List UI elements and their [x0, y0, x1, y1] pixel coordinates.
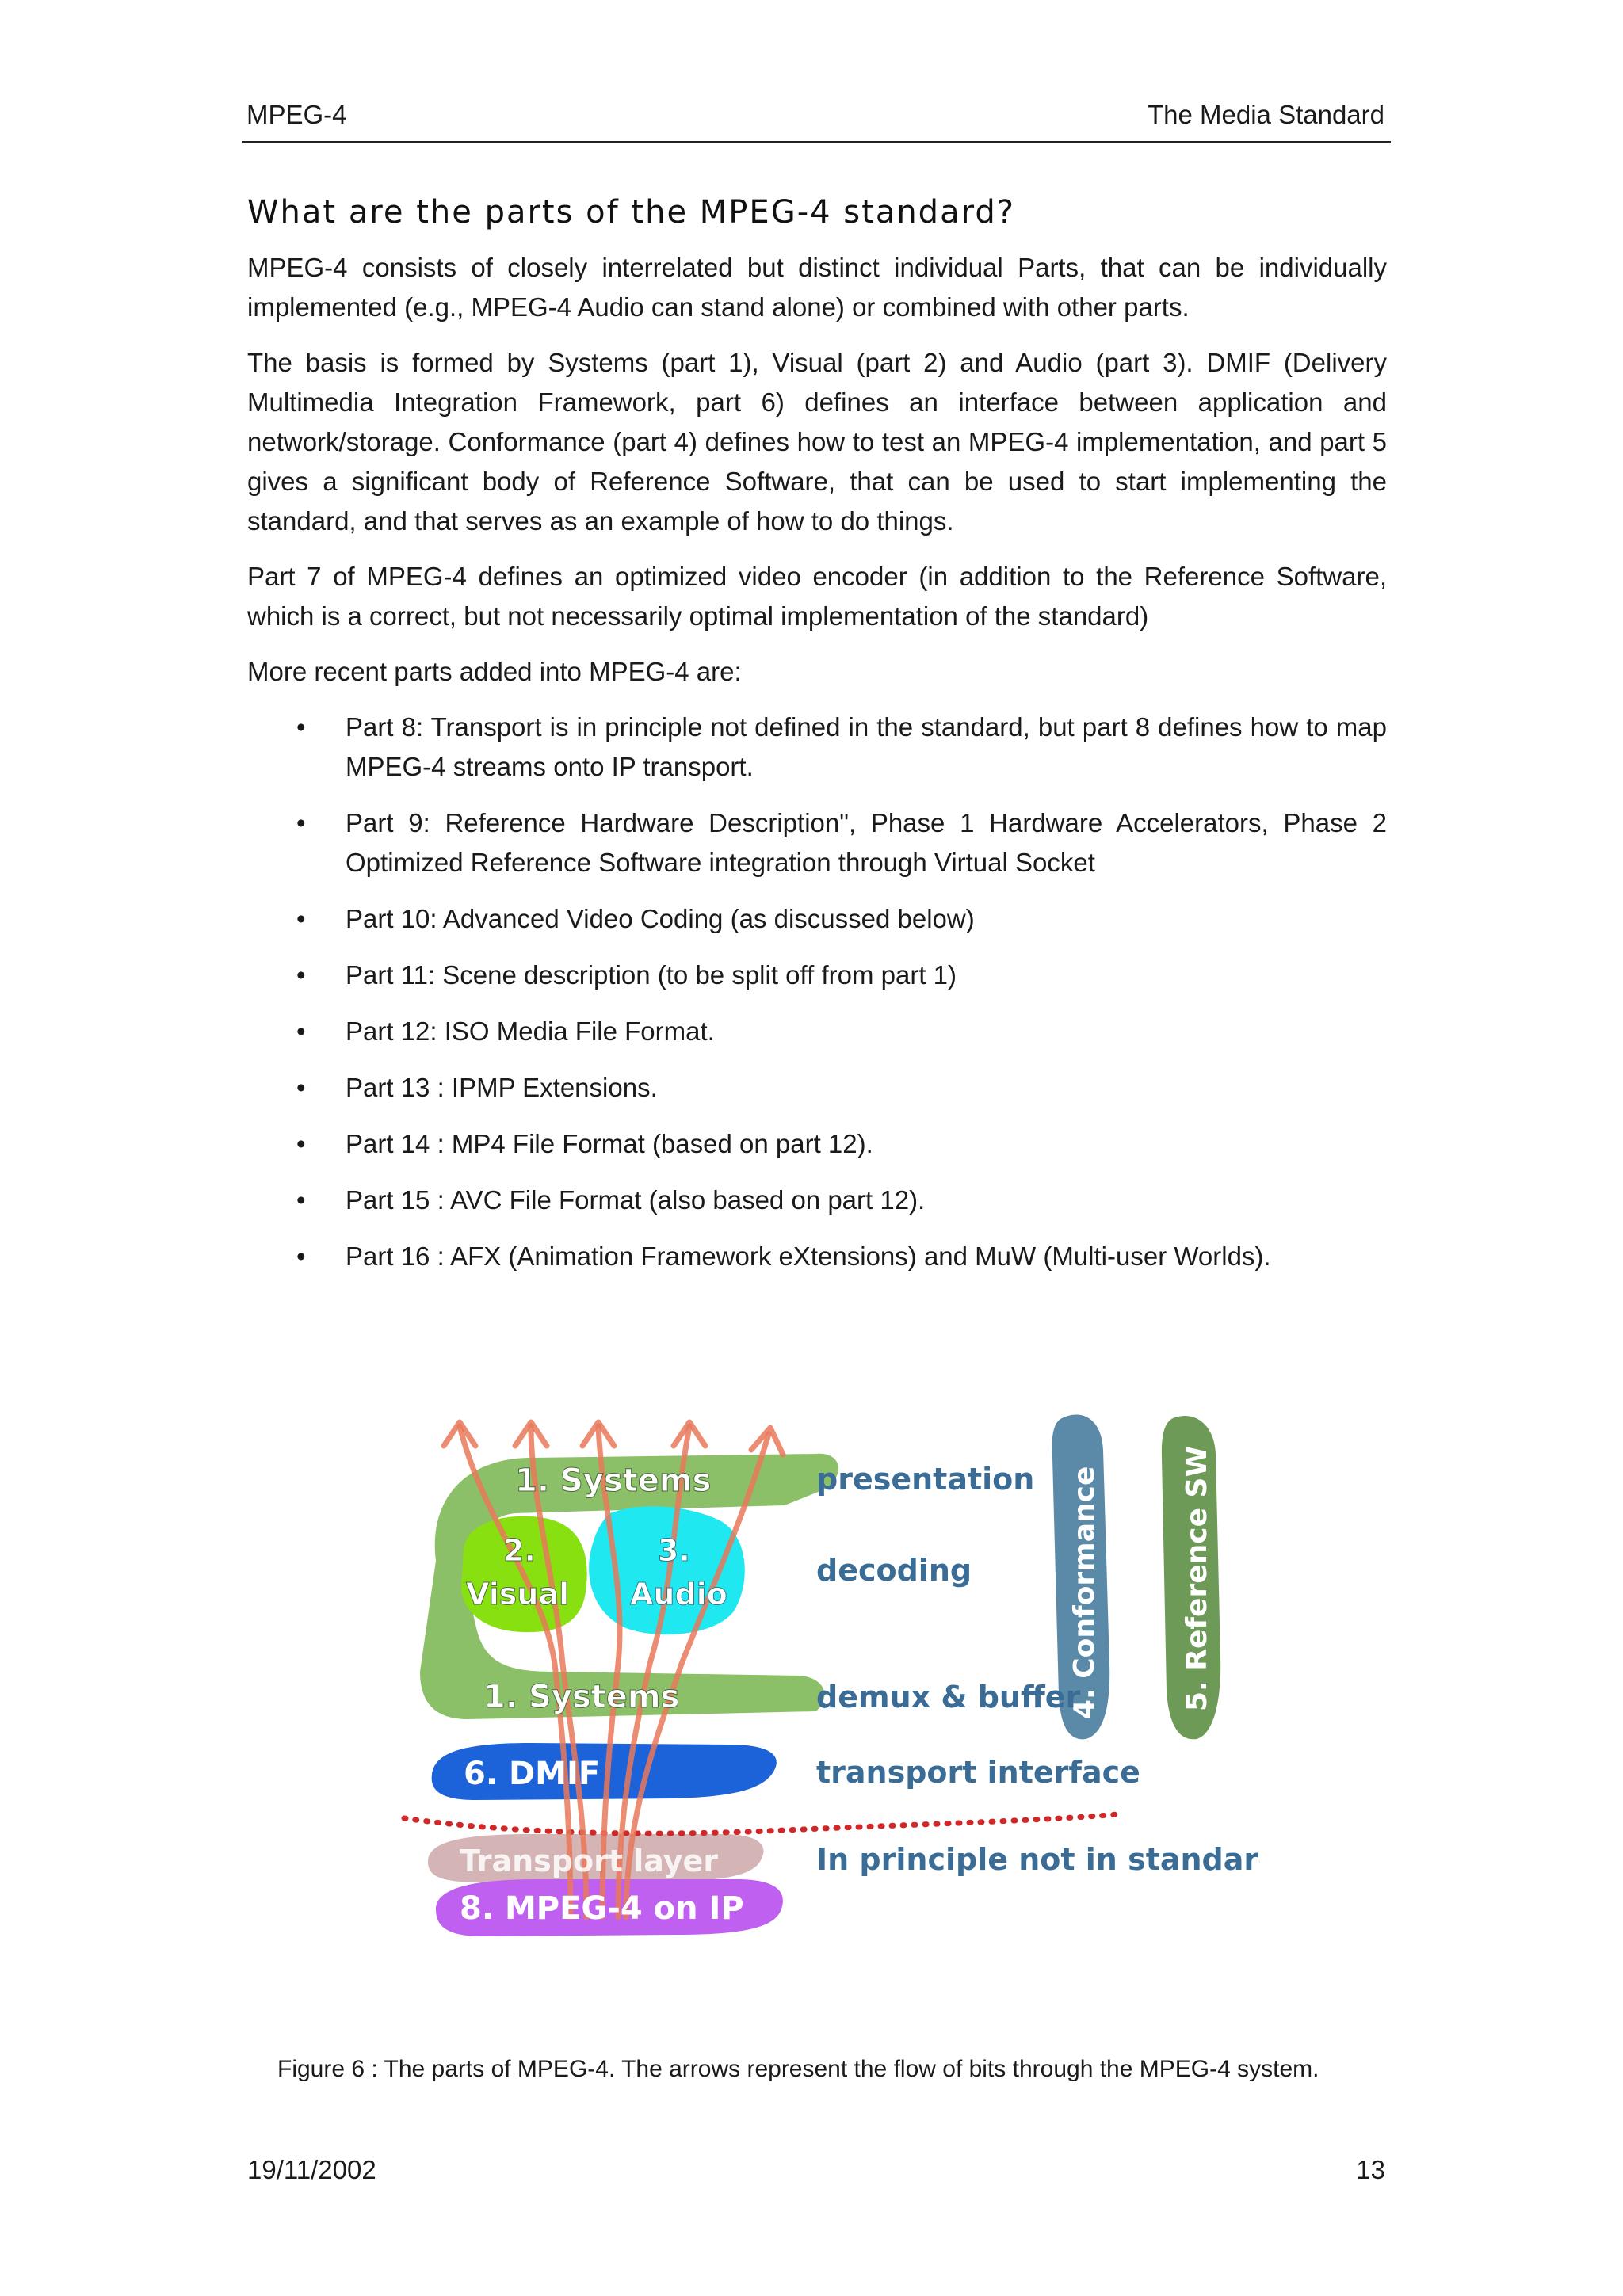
list-item — [247, 899, 1387, 939]
bullet-icon: • — [296, 1241, 306, 1271]
list-item — [247, 707, 1387, 787]
visual-number-label: 2. — [503, 1533, 536, 1568]
section-title: What are the parts of the MPEG-4 standard? — [247, 194, 1015, 231]
paragraph-2: The basis is formed by Systems (part 1), Visual (part 2) and Audio (part 3). DMIF (Delivery Multimedia Integration Framework, part 6) defines an interface between application and network/storage. Conformance (part 4) defines how to test an MPEG-4 implementation, and part 5 gives a significant body of Reference Software, that can be used to start implementing the standard, and that serves as an example of how to do things. — [247, 348, 1387, 536]
audio-label: Audio — [630, 1577, 727, 1611]
list-item-text: Part 9: Reference Hardware Description", Phase 1 Hardware Accelerators, Phase 2 Optimized Reference Software integration through Virtual Socket — [346, 808, 1387, 877]
bullet-icon: • — [296, 1129, 306, 1158]
bullet-icon: • — [296, 1185, 306, 1215]
list-item-text: Part 11: Scene description (to be split off from part 1) — [346, 960, 957, 990]
bullet-icon: • — [296, 808, 306, 837]
paragraph-3: Part 7 of MPEG-4 defines an optimized video encoder (in addition to the Reference Software, which is a correct, but not necessarily optimal implementation of the standard) — [247, 562, 1387, 631]
standard-boundary-line — [404, 1814, 1117, 1833]
list-item — [247, 1012, 1387, 1051]
bullet-icon: • — [296, 904, 306, 933]
paragraph-1: MPEG-4 consists of closely interrelated but distinct individual Parts, that can be individually implemented (e.g., MPEG-4 Audio can stand alone) or combined with other parts. — [247, 253, 1387, 322]
bullet-icon: • — [296, 1016, 306, 1046]
bullet-icon: • — [296, 960, 306, 990]
section-body — [247, 194, 1387, 1293]
paragraph-4: More recent parts added into MPEG-4 are: — [247, 657, 742, 686]
list-item-text: Part 16 : AFX (Animation Framework eXtensions) and MuW (Multi-user Worlds). — [346, 1241, 1271, 1271]
page-footer — [247, 2155, 1385, 2185]
mpeg4ip-label: 8. MPEG-4 on IP — [460, 1890, 744, 1927]
reference-sw-label: 5. Reference SW — [1181, 1445, 1213, 1711]
arrow-heads — [444, 1422, 783, 1455]
systems-top-label: 1. Systems — [515, 1463, 712, 1499]
list-item-text: Part 14 : MP4 File Format (based on part 12). — [346, 1129, 873, 1158]
list-item — [247, 1068, 1387, 1108]
list-item-text: Part 10: Advanced Video Coding (as discussed below) — [346, 904, 975, 933]
conformance-label: 4. Conformance — [1068, 1466, 1101, 1719]
header-left: MPEG-4 — [246, 100, 347, 129]
dmif-label: 6. DMIF — [464, 1756, 601, 1792]
transport-layer-label: Transport layer — [460, 1844, 719, 1878]
list-item — [247, 1124, 1387, 1164]
decoding-label: decoding — [816, 1553, 972, 1588]
visual-label: Visual — [466, 1577, 570, 1611]
systems-bottom-label: 1. Systems — [483, 1679, 680, 1715]
bullet-icon: • — [296, 1073, 306, 1102]
list-item-text: Part 13 : IPMP Extensions. — [346, 1073, 658, 1102]
page-number: 13 — [1356, 2155, 1385, 2184]
list-item — [247, 1237, 1387, 1276]
not-in-standard-label: In principle not in standard — [816, 1842, 1260, 1877]
bullet-icon: • — [296, 712, 306, 742]
header-right: The Media Standard — [1147, 100, 1384, 129]
figure-caption: Figure 6 : The parts of MPEG-4. The arrows represent the flow of bits through the MPEG-4 system. — [277, 2056, 1319, 2082]
list-item-text: Part 8: Transport is in principle not defined in the standard, but part 8 defines how to map MPEG-4 streams onto IP transport. — [346, 712, 1387, 781]
parts-list — [247, 707, 1387, 1276]
footer-date: 19/11/2002 — [247, 2155, 376, 2184]
list-item-text: Part 12: ISO Media File Format. — [346, 1016, 715, 1046]
transport-interface-label: transport interface — [816, 1755, 1140, 1790]
list-item — [247, 1180, 1387, 1220]
list-item — [247, 803, 1387, 883]
audio-number-label: 3. — [658, 1533, 690, 1568]
page-header — [242, 93, 1391, 143]
presentation-label: presentation — [816, 1462, 1035, 1497]
mpeg4-parts-diagram — [372, 1402, 1260, 1957]
list-item-text: Part 15 : AVC File Format (also based on part 12). — [346, 1185, 926, 1215]
demux-buffer-label: demux & buffer — [816, 1680, 1081, 1714]
list-item — [247, 955, 1387, 995]
